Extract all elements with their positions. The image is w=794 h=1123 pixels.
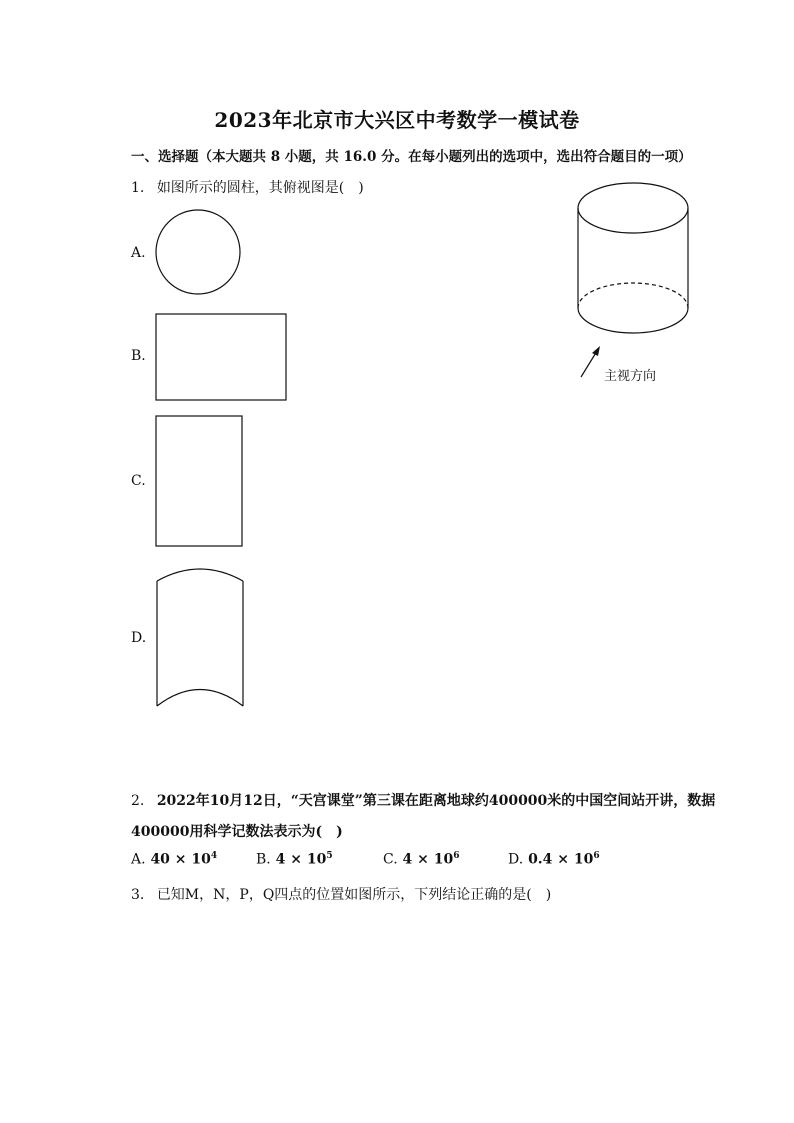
option-d-label: D. (131, 630, 147, 646)
option-d-curved-shape (155, 563, 247, 711)
option-b-label: B. (131, 348, 146, 364)
q2-option-b: B. $4 \times 10^5$ (256, 851, 333, 868)
question-3-number: 3. (131, 887, 145, 903)
option-c-tall-rectangle (155, 415, 247, 550)
q2-option-d: D. $0.4 \times 10^6$ (508, 851, 600, 868)
q2-option-a: A. $40 \times 10^4$ (131, 851, 218, 868)
question-2-number: 2. (131, 793, 145, 809)
page-title: 2023年北京市大兴区中考数学一模试卷 (214, 108, 580, 132)
option-b-wide-rectangle (155, 313, 290, 403)
view-direction-label: 主视方向 (604, 369, 657, 384)
cylinder-figure (570, 180, 700, 350)
question-1-text: 如图所示的圆柱，其俯视图是( ) (156, 180, 364, 196)
q2-option-c: C. $4 \times 10^6$ (383, 851, 460, 868)
question-3-text: 已知M，N，P，Q四点的位置如图所示，下列结论正确的是( ) (156, 887, 552, 903)
question-2-line1: 2022年10月12日，“天宫课堂”第三课在距离地球约400000米的中国空间站开讲，数据 (156, 793, 716, 809)
section-heading: 一、选择题（本大题共 8 小题，共 16.0 分。在每小题列出的选项中，选出符合题目的一项） (131, 149, 692, 165)
question-2-line2: 400000用科学记数法表示为( ) (131, 824, 343, 840)
question-2 (131, 790, 715, 810)
option-a-label: A. (131, 245, 146, 261)
option-a-circle (155, 209, 245, 299)
question-1 (131, 177, 364, 197)
question-1-number: 1. (131, 180, 145, 196)
option-c-label: C. (131, 473, 146, 489)
question-3 (131, 884, 551, 904)
